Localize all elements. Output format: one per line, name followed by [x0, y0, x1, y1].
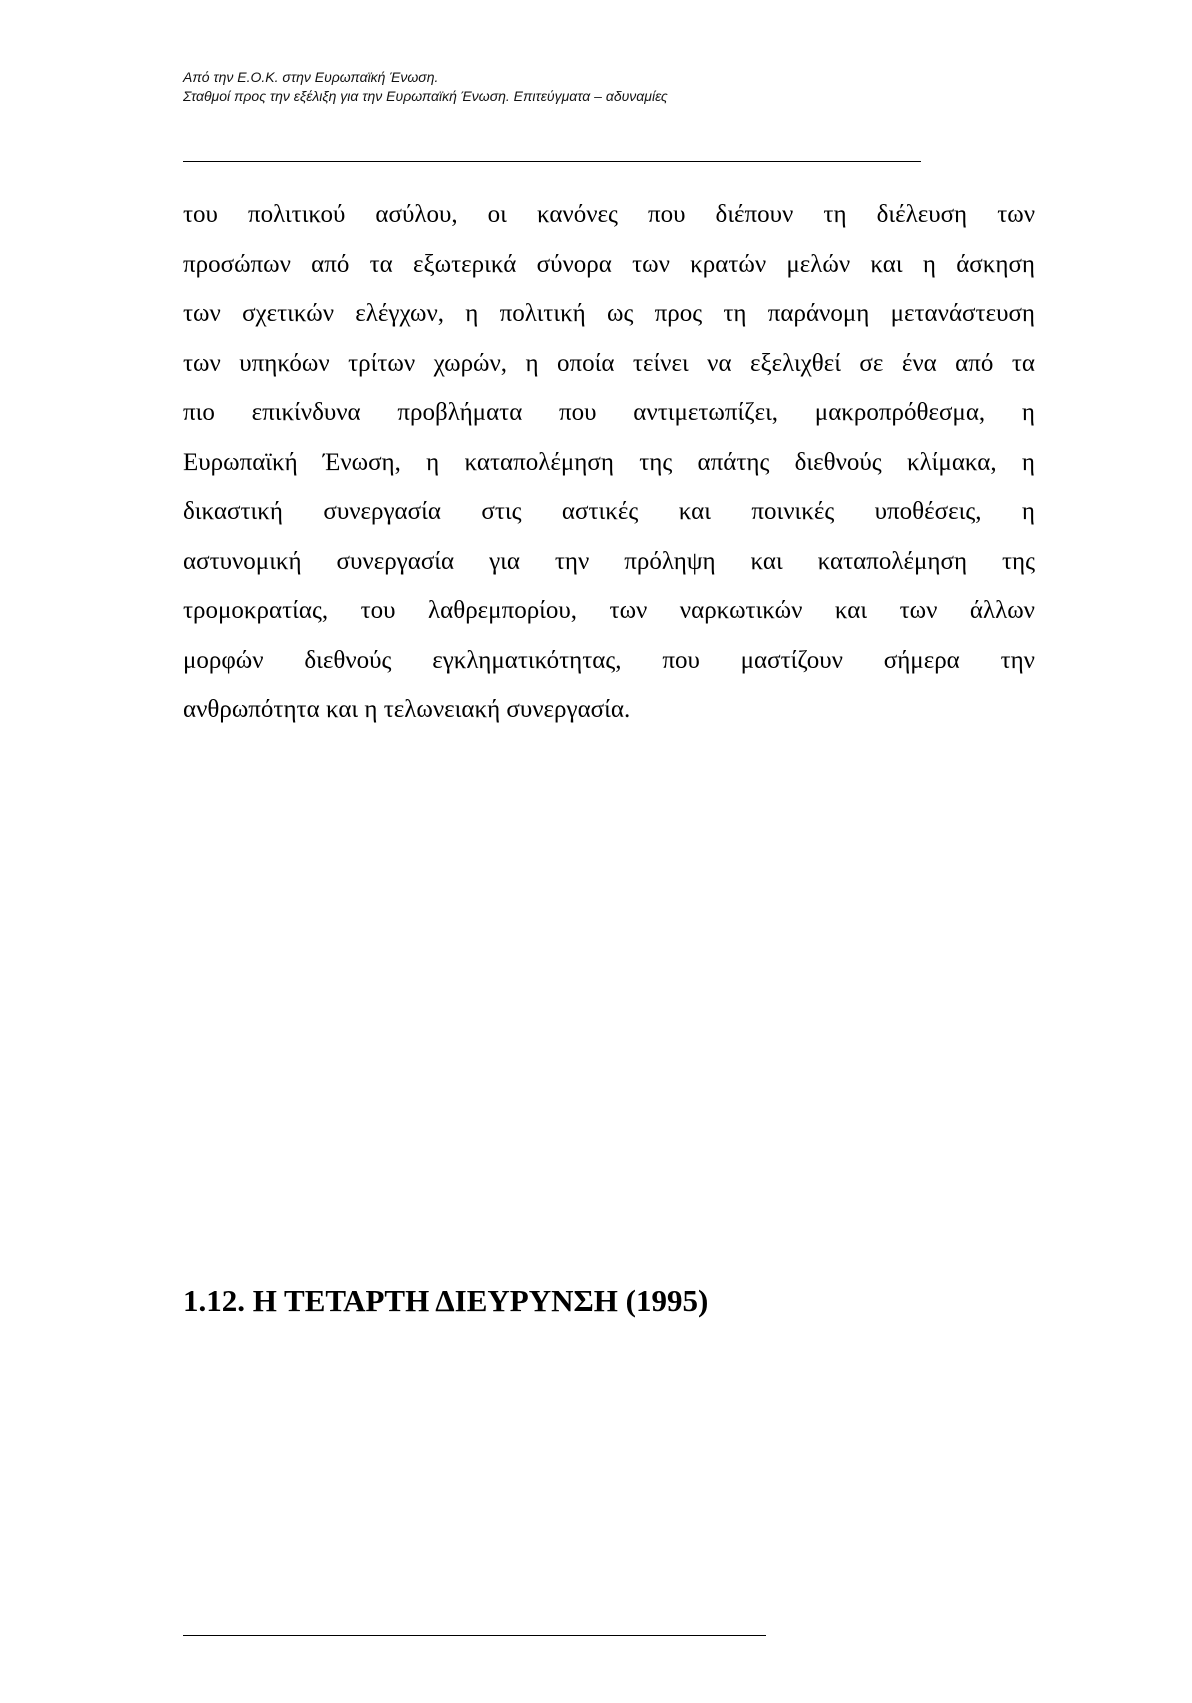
body-line-6: Ευρωπαϊκή Ένωση, η καταπολέμηση της απάτης διεθνούς κλίμακα, η	[183, 448, 1035, 476]
running-header-line-2: Σταθμοί προς την εξέλιξη για την Ευρωπαϊκή Ένωση. Επιτεύγματα – αδυναμίες	[183, 88, 668, 104]
header-rule	[183, 161, 921, 162]
body-line-8: αστυνομική συνεργασία για την πρόληψη και καταπολέμηση της	[183, 547, 1035, 575]
section-heading: 1.12. Η ΤΕΤΑΡΤΗ ΔΙΕΥΡΥΝΣΗ (1995)	[183, 1283, 709, 1318]
running-header	[183, 68, 943, 106]
body-paragraph	[183, 190, 1035, 735]
body-line-9: τρομοκρατίας, του λαθρεμπορίου, των ναρκωτικών και των άλλων	[183, 597, 1035, 624]
body-line-7: δικαστική συνεργασία στις αστικές και ποινικές υποθέσεις, η	[183, 498, 1035, 525]
footnote-rule	[183, 1635, 766, 1636]
body-line-10: μορφών διεθνούς εγκληματικότητας, που μαστίζουν σήμερα την	[183, 646, 1035, 674]
body-line-5: πιο επικίνδυνα προβλήματα που αντιμετωπίζει, μακροπρόθεσμα, η	[183, 399, 1035, 426]
body-line-3: των σχετικών ελέγχων, η πολιτική ως προς τη παράνομη μετανάστευση	[183, 300, 1035, 327]
body-line-11: ανθρωπότητα και η τελωνειακή συνεργασία.	[183, 696, 631, 723]
body-line-1: του πολιτικού ασύλου, οι κανόνες που διέπουν τη διέλευση των	[183, 201, 1035, 228]
running-header-line-1: Από την Ε.Ο.Κ. στην Ευρωπαϊκή Ένωση.	[183, 69, 439, 85]
body-line-4: των υπηκόων τρίτων χωρών, η οποία τείνει να εξελιχθεί σε ένα από τα	[183, 349, 1035, 377]
body-line-2: προσώπων από τα εξωτερικά σύνορα των κρατών μελών και η άσκηση	[183, 250, 1035, 278]
